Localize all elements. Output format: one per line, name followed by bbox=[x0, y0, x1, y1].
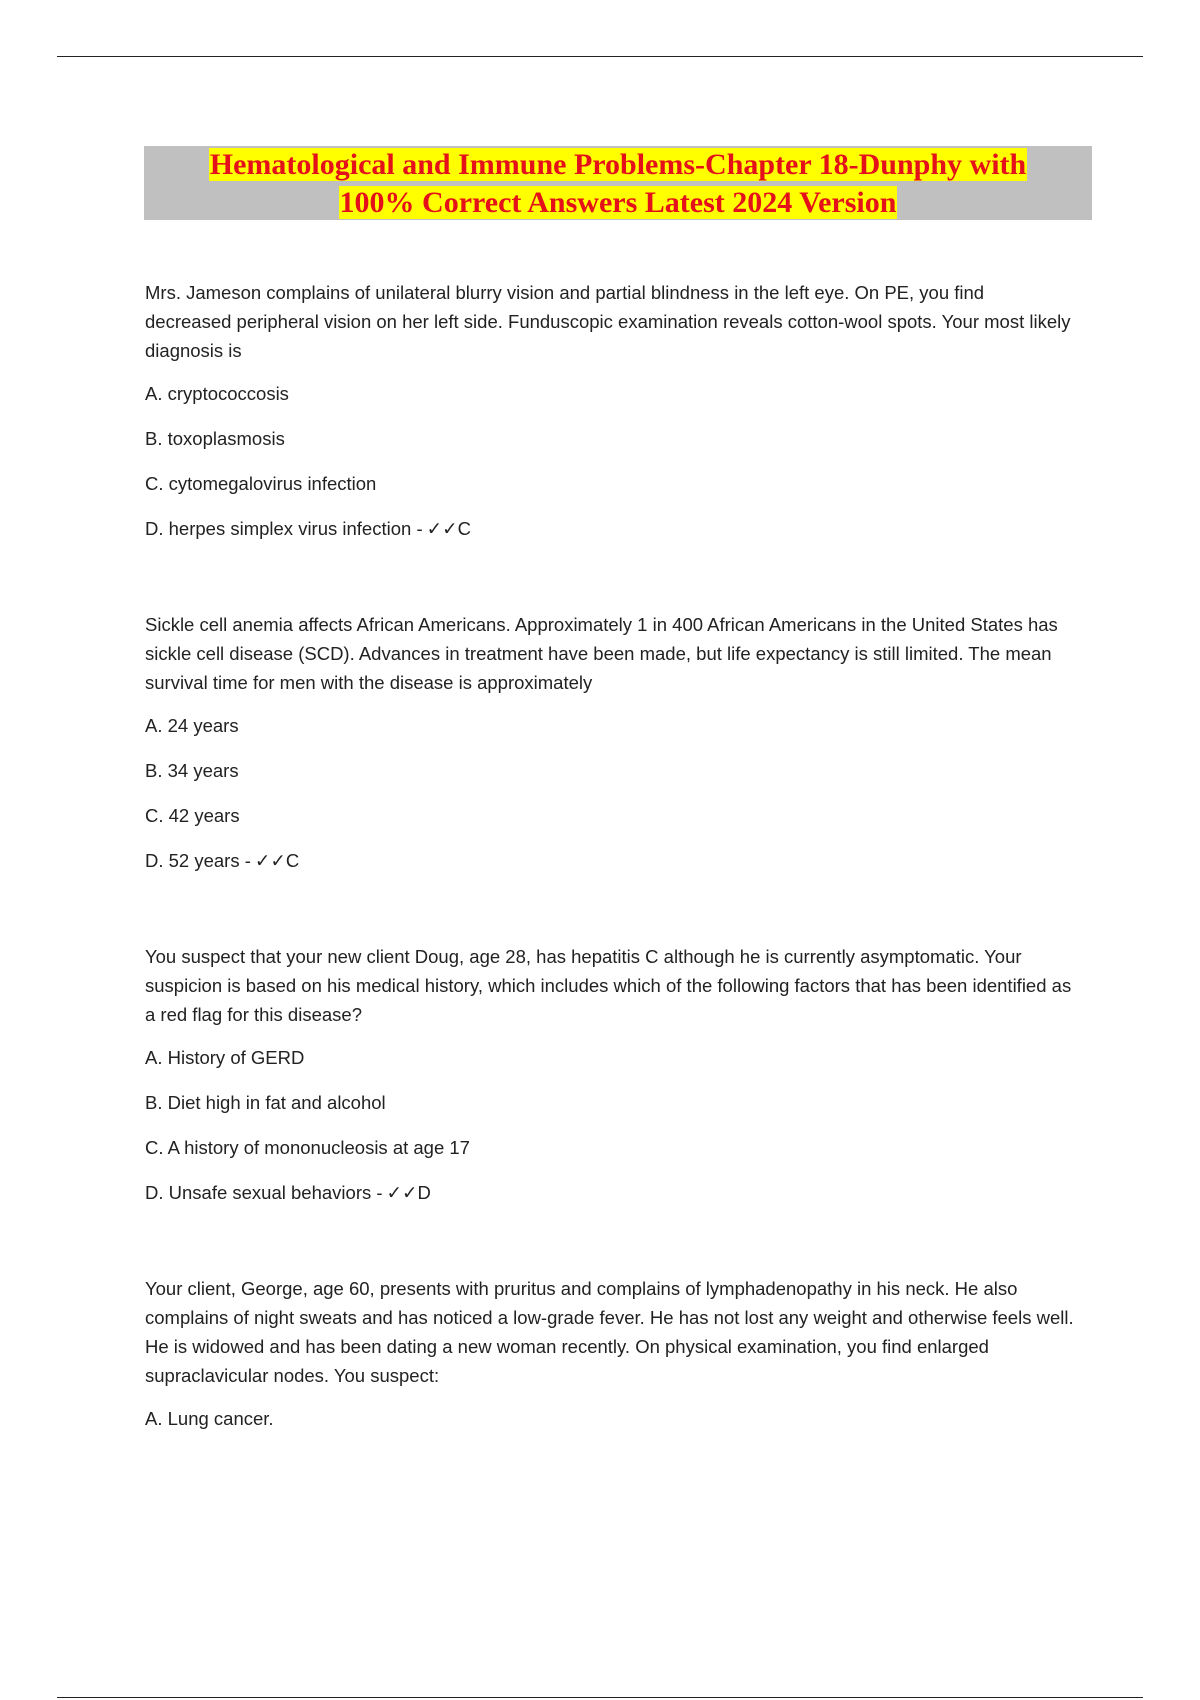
option-a: A. Lung cancer. bbox=[145, 1408, 274, 1429]
question-stem: Sickle cell anemia affects African Americans. Approximately 1 in 400 African Americans in the United States has sickle cell disease (SCD). Advances in treatment have been made, but life expectancy is still limited. The mean survival time for men with the disease is approximately bbox=[145, 614, 1058, 693]
option-d-text: D. Unsafe sexual behaviors - bbox=[145, 1182, 383, 1203]
question-list bbox=[145, 278, 1075, 1431]
question-stem: You suspect that your new client Doug, age 28, has hepatitis C although he is currently asymptomatic. Your suspicion is based on his medical history, which includes which of the following factors that has been identified as a red flag for this disease? bbox=[145, 946, 1072, 1025]
document-title bbox=[144, 146, 1092, 220]
option-a: A. 24 years bbox=[145, 715, 239, 736]
bottom-rule bbox=[57, 1697, 1143, 1698]
question-1 bbox=[145, 278, 1075, 541]
option-c: C. cytomegalovirus infection bbox=[145, 473, 377, 494]
question-stem: Mrs. Jameson complains of unilateral blurry vision and partial blindness in the left eye. On PE, you find decreased peripheral vision on her left side. Funduscopic examination reveals cotton-wool spots. Your most likely diagnosis is bbox=[145, 282, 1071, 361]
question-stem: Your client, George, age 60, presents with pruritus and complains of lymphadenopathy in his neck. He also complains of night sweats and has noticed a low-grade fever. He has not lost any weight and otherwise feels well. He is widowed and has been dating a new woman recently. On physical examination, you find enlarged supraclavicular nodes. You suspect: bbox=[145, 1278, 1074, 1386]
question-2 bbox=[145, 610, 1075, 873]
option-a: A. cryptococcosis bbox=[145, 383, 289, 404]
option-b: B. 34 years bbox=[145, 760, 239, 781]
question-4 bbox=[145, 1274, 1075, 1431]
answer-key: ✓✓C bbox=[426, 518, 471, 539]
answer-key: ✓✓D bbox=[386, 1182, 431, 1203]
option-a: A. History of GERD bbox=[145, 1047, 305, 1068]
title-line-2: 100% Correct Answers Latest 2024 Version bbox=[339, 186, 897, 219]
option-d bbox=[145, 849, 1075, 873]
option-d-text: D. herpes simplex virus infection - bbox=[145, 518, 423, 539]
option-b: B. toxoplasmosis bbox=[145, 428, 285, 449]
option-d-text: D. 52 years - bbox=[145, 850, 251, 871]
top-rule bbox=[57, 56, 1143, 57]
option-c: C. 42 years bbox=[145, 805, 240, 826]
option-d bbox=[145, 1181, 1075, 1205]
option-c: C. A history of mononucleosis at age 17 bbox=[145, 1137, 470, 1158]
answer-key: ✓✓C bbox=[254, 850, 300, 871]
title-line-1: Hematological and Immune Problems-Chapter 18-Dunphy with bbox=[209, 148, 1027, 181]
option-d bbox=[145, 517, 1075, 541]
question-3 bbox=[145, 942, 1075, 1205]
option-b: B. Diet high in fat and alcohol bbox=[145, 1092, 386, 1113]
